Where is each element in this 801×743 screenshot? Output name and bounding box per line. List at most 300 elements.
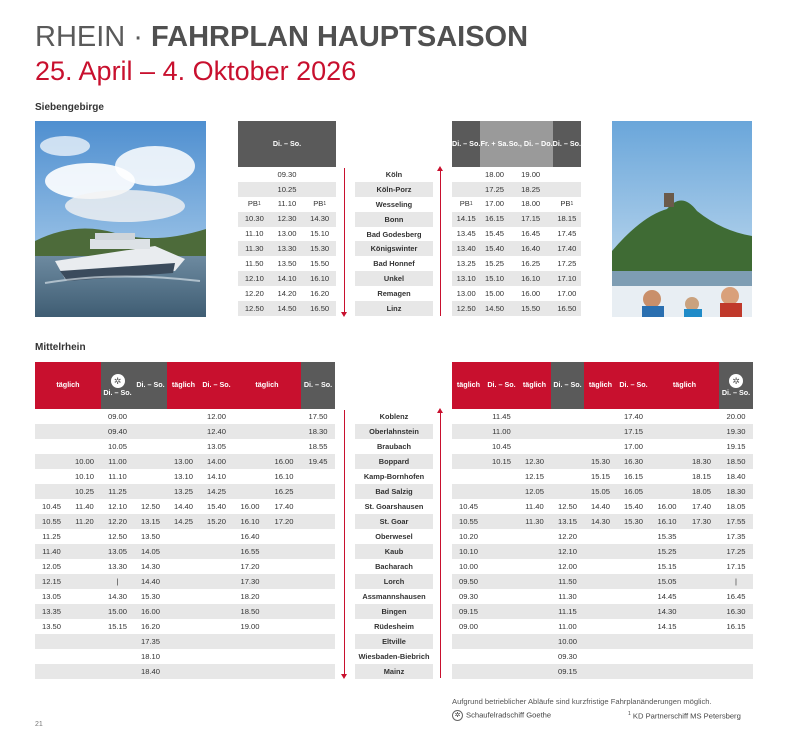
time-cell: 11.25: [42, 531, 61, 541]
time-cell: [301, 484, 335, 499]
time-cell: [684, 529, 719, 544]
time-cell: [167, 664, 200, 679]
time-cell: [200, 619, 233, 634]
station-name: Bonn: [355, 212, 433, 227]
legend-pb-sup: 1: [628, 711, 631, 717]
time-cell: 11.50: [245, 258, 264, 268]
time-cell: 15.15: [590, 471, 610, 481]
time-cell: [684, 604, 719, 619]
time-cell: 15.40: [623, 501, 643, 511]
time-cell: 15.05: [584, 484, 617, 499]
time-cell: [684, 559, 719, 574]
time-cell: [485, 664, 518, 679]
time-cell: 16.30: [719, 604, 753, 619]
time-cell: [68, 544, 101, 559]
time-cell: [167, 589, 200, 604]
column-header: [551, 362, 584, 409]
station-name: Boppard: [355, 454, 433, 469]
time-cell: [35, 469, 68, 484]
time-cell: [68, 619, 101, 634]
time-cell: [485, 619, 518, 634]
time-cell: [452, 439, 485, 454]
page-title: [35, 20, 528, 54]
time-cell: 16.25: [267, 484, 301, 499]
time-cell: [518, 439, 551, 454]
time-cell: 12.50: [557, 501, 577, 511]
column-header-label: täglich: [672, 380, 697, 390]
time-cell: [452, 634, 485, 649]
time-cell: 14.40: [590, 501, 610, 511]
mittelrhein-downstream-arrow-head: [341, 674, 347, 679]
time-cell: [719, 664, 753, 679]
column-header-label: Di. – So.: [136, 380, 165, 390]
time-cell: [167, 619, 200, 634]
time-cell: 17.50: [308, 411, 328, 421]
time-cell: 17.00: [557, 288, 577, 298]
time-cell: 11.40: [75, 501, 94, 511]
time-cell: 15.30: [140, 591, 160, 601]
time-cell: 12.20: [244, 288, 264, 298]
time-cell: [68, 439, 101, 454]
time-cell: [68, 559, 101, 574]
time-cell: [518, 589, 551, 604]
time-cell: [485, 589, 518, 604]
time-cell: 11.10: [277, 199, 297, 209]
time-cell: 15.30: [617, 514, 650, 529]
time-cell: [200, 589, 233, 604]
time-cell: 14.40: [134, 574, 167, 589]
time-cell: [267, 664, 301, 679]
time-cell: [650, 409, 684, 424]
time-cell: [134, 484, 167, 499]
time-cell: 14.45: [657, 591, 677, 601]
time-cell: [68, 664, 101, 679]
time-cell: [301, 589, 335, 604]
time-cell: [200, 559, 233, 574]
legend-wheel: [452, 710, 551, 721]
time-cell: [518, 559, 551, 574]
time-cell: 11.00: [101, 454, 134, 469]
time-cell: [551, 469, 584, 484]
time-cell: [584, 649, 617, 664]
column-header: [584, 362, 617, 409]
time-cell: |: [719, 574, 753, 589]
time-cell: 18.20: [240, 591, 260, 601]
time-cell: 09.40: [101, 424, 134, 439]
time-cell: 17.35: [726, 531, 746, 541]
time-cell: [267, 439, 301, 454]
legend-pb: [628, 711, 741, 721]
time-cell: [452, 469, 485, 484]
time-cell: [68, 574, 101, 589]
column-header-label: Di. – So.: [103, 387, 132, 397]
column-header-label: täglich: [456, 380, 481, 390]
time-cell: 17.40: [553, 241, 581, 256]
time-cell: 15.25: [650, 544, 684, 559]
time-cell: 10.45: [41, 501, 61, 511]
time-cell: [301, 559, 335, 574]
time-cell: 18.05: [726, 501, 746, 511]
time-cell: 12.30: [271, 212, 304, 227]
time-cell: [301, 529, 335, 544]
time-cell: [551, 424, 584, 439]
time-cell: 14.30: [107, 591, 127, 601]
time-cell: 13.30: [271, 241, 304, 256]
time-cell: [650, 469, 684, 484]
time-cell: [551, 454, 584, 469]
column-header: [650, 362, 719, 409]
time-cell: [267, 529, 301, 544]
time-cell: [485, 469, 518, 484]
pb-footnote-mark: 1: [323, 200, 327, 207]
time-cell: [267, 589, 301, 604]
column-header-label: Di. – So.: [552, 138, 581, 148]
time-cell: [233, 634, 267, 649]
time-cell: 14.25: [167, 514, 200, 529]
pb-marker: PB: [313, 199, 324, 209]
station-name: Kamp-Bornhofen: [363, 472, 425, 481]
time-cell: [167, 409, 200, 424]
time-cell: [233, 409, 267, 424]
time-cell: 13.50: [140, 531, 160, 541]
time-cell: 11.25: [101, 484, 134, 499]
time-cell: 12.30: [518, 454, 551, 469]
column-header-label: Di. – So.: [553, 380, 582, 390]
station-name: Köln: [385, 169, 403, 179]
time-cell: 14.10: [206, 471, 226, 481]
time-cell: 17.00: [485, 199, 505, 209]
time-cell: 13.00: [167, 454, 200, 469]
section-label-siebengebirge: Siebengebirge: [35, 102, 104, 113]
time-cell: 10.25: [271, 182, 304, 197]
time-cell: 17.00: [623, 441, 643, 451]
mittelrhein-downstream-arrow: [344, 410, 345, 676]
time-cell: [267, 574, 301, 589]
time-cell: 18.10: [140, 651, 160, 661]
time-cell: [452, 197, 480, 212]
column-header-label: Di. – So.: [721, 387, 751, 397]
time-cell: 16.40: [509, 241, 553, 256]
time-cell: [167, 529, 200, 544]
time-cell: [684, 544, 719, 559]
paddle-wheel-icon: ✲: [452, 710, 463, 721]
time-cell: 17.40: [691, 501, 711, 511]
mittelrhein-upstream-arrow-head: [437, 408, 443, 413]
time-cell: [584, 559, 617, 574]
station-name: Bad Salzig: [355, 484, 433, 499]
time-cell: [167, 634, 200, 649]
time-cell: 16.15: [623, 471, 643, 481]
column-header: [35, 362, 101, 409]
time-cell: [267, 604, 301, 619]
time-cell: [617, 589, 650, 604]
time-cell: 12.20: [101, 514, 134, 529]
title-main: FAHRPLAN HAUPTSAISON: [151, 21, 529, 53]
time-cell: 16.10: [509, 271, 553, 286]
time-cell: |: [101, 574, 134, 589]
time-cell: 13.30: [107, 561, 127, 571]
time-cell: 13.40: [452, 241, 480, 256]
time-cell: [518, 664, 551, 679]
time-cell: 10.55: [452, 514, 485, 529]
time-cell: [719, 634, 753, 649]
pb-footnote-mark: 1: [570, 200, 574, 207]
time-cell: [485, 544, 518, 559]
time-cell: 17.15: [617, 424, 650, 439]
time-cell: 15.25: [485, 258, 505, 268]
time-cell: [267, 649, 301, 664]
pb-marker: PB: [560, 199, 571, 209]
time-cell: [301, 499, 335, 514]
time-cell: 10.05: [107, 441, 127, 451]
station-name: Bad Honnef: [373, 259, 415, 269]
time-cell: [452, 664, 485, 679]
time-cell: [617, 559, 650, 574]
time-cell: [167, 604, 200, 619]
time-cell: [68, 424, 101, 439]
time-cell: [267, 634, 301, 649]
title-separator: ·: [133, 21, 143, 53]
time-cell: [301, 574, 335, 589]
time-cell: [518, 649, 551, 664]
time-cell: [584, 439, 617, 454]
column-header: [485, 362, 518, 409]
time-cell: 16.00: [521, 288, 541, 298]
station-name: Assmannshausen: [362, 592, 426, 601]
time-cell: [719, 649, 753, 664]
mittelrhein-stations: [355, 409, 433, 679]
column-header-label: Di. – So.: [487, 380, 516, 390]
column-header: [233, 362, 301, 409]
station-name: Köln-Porz: [355, 182, 433, 197]
time-cell: 18.00: [521, 199, 541, 209]
time-cell: 14.30: [303, 212, 336, 227]
time-cell: 15.50: [509, 301, 553, 316]
time-cell: [684, 619, 719, 634]
time-cell: 15.45: [485, 229, 505, 239]
time-cell: [233, 664, 267, 679]
time-cell: 17.45: [557, 229, 577, 239]
time-cell: [35, 649, 68, 664]
time-cell: 17.20: [240, 561, 260, 571]
time-cell: 17.40: [623, 411, 643, 421]
time-cell: 16.10: [274, 471, 294, 481]
column-header: [518, 362, 551, 409]
time-cell: [301, 469, 335, 484]
station-name: Wiesbaden-Biebrich: [358, 652, 430, 661]
time-cell: 12.50: [107, 531, 127, 541]
time-cell: 09.15: [551, 664, 584, 679]
time-cell: [200, 544, 233, 559]
column-header-label: Di. – So.: [202, 380, 231, 390]
time-cell: [452, 182, 480, 197]
time-cell: [684, 649, 719, 664]
time-cell: 15.00: [101, 604, 134, 619]
drachenfels-photo: [612, 121, 752, 317]
time-cell: 09.50: [452, 574, 485, 589]
time-cell: [650, 649, 684, 664]
time-cell: [485, 484, 518, 499]
time-cell: 15.30: [584, 454, 617, 469]
time-cell: [134, 439, 167, 454]
page-number: 21: [35, 721, 43, 728]
time-cell: 17.10: [553, 271, 581, 286]
time-cell: [485, 514, 518, 529]
time-cell: 19.30: [719, 424, 753, 439]
column-header-label: Di. – So.: [619, 380, 648, 390]
time-cell: 17.15: [509, 212, 553, 227]
time-cell: 10.10: [452, 544, 485, 559]
time-cell: [303, 197, 336, 212]
column-header-label: Di. – So.: [272, 138, 302, 148]
time-cell: [684, 574, 719, 589]
time-cell: 10.15: [485, 454, 518, 469]
downstream-arrow-head: [341, 312, 347, 317]
time-cell: 16.00: [657, 501, 677, 511]
time-cell: 11.30: [518, 514, 551, 529]
time-cell: [167, 574, 200, 589]
time-cell: [617, 544, 650, 559]
time-cell: 10.00: [68, 454, 101, 469]
time-cell: [617, 529, 650, 544]
time-cell: [35, 664, 68, 679]
time-cell: 13.00: [456, 288, 476, 298]
time-cell: 18.30: [684, 454, 719, 469]
column-header-label: Di. – So.: [452, 138, 481, 148]
time-cell: 19.00: [521, 169, 541, 179]
time-cell: [584, 574, 617, 589]
time-cell: 17.25: [480, 182, 508, 197]
time-cell: 16.50: [553, 301, 581, 316]
time-cell: [485, 574, 518, 589]
time-cell: 09.15: [452, 604, 485, 619]
time-cell: 13.05: [206, 441, 226, 451]
time-cell: 18.15: [553, 212, 581, 227]
station-name: St. Goar: [355, 514, 433, 529]
time-cell: [200, 604, 233, 619]
time-cell: [167, 559, 200, 574]
pb-marker: PB: [247, 199, 258, 209]
time-cell: 12.05: [41, 561, 61, 571]
time-cell: [485, 529, 518, 544]
time-cell: [68, 529, 101, 544]
time-cell: 10.00: [551, 634, 584, 649]
time-cell: 14.50: [480, 301, 508, 316]
time-cell: [485, 634, 518, 649]
time-cell: 15.15: [657, 561, 677, 571]
time-cell: [485, 649, 518, 664]
time-cell: 15.05: [650, 574, 684, 589]
time-cell: [267, 559, 301, 574]
time-cell: [518, 634, 551, 649]
time-cell: [584, 409, 617, 424]
mittelrhein-downstream-table: [452, 362, 753, 679]
time-cell: 13.15: [551, 514, 584, 529]
time-cell: 13.50: [41, 621, 61, 631]
time-cell: 16.00: [134, 604, 167, 619]
time-cell: 16.10: [233, 514, 267, 529]
time-cell: 16.30: [617, 454, 650, 469]
time-cell: [617, 649, 650, 664]
time-cell: 11.30: [558, 591, 577, 601]
column-header: [200, 362, 233, 409]
time-cell: 11.00: [558, 621, 577, 631]
pb-footnote-mark: 1: [258, 200, 261, 207]
time-cell: 17.25: [557, 258, 577, 268]
time-cell: [68, 604, 101, 619]
time-cell: 13.10: [452, 271, 480, 286]
time-cell: [167, 649, 200, 664]
time-cell: 10.55: [35, 514, 68, 529]
time-cell: 15.10: [310, 229, 330, 239]
downstream-arrow: [344, 168, 345, 314]
time-cell: [301, 634, 335, 649]
time-cell: 10.00: [458, 561, 478, 571]
time-cell: 15.30: [303, 241, 336, 256]
time-cell: [303, 182, 336, 197]
time-cell: [35, 454, 68, 469]
pb-marker: PB: [459, 199, 470, 209]
time-cell: 16.00: [240, 501, 260, 511]
column-header: [452, 121, 480, 167]
time-cell: [684, 664, 719, 679]
time-cell: [617, 604, 650, 619]
time-cell: 17.30: [233, 574, 267, 589]
column-header: [167, 362, 200, 409]
time-cell: 18.25: [509, 182, 553, 197]
boat-photo: [35, 121, 206, 317]
upstream-arrow-head: [437, 166, 443, 171]
station-name: Mainz: [355, 664, 433, 679]
time-cell: 10.45: [491, 441, 511, 451]
time-cell: 18.30: [301, 424, 335, 439]
time-cell: [584, 604, 617, 619]
time-cell: [301, 664, 335, 679]
time-cell: [584, 664, 617, 679]
time-cell: 11.40: [525, 501, 544, 511]
time-cell: [518, 409, 551, 424]
time-cell: [35, 634, 68, 649]
station-name: Braubach: [376, 442, 412, 451]
station-name: Remagen: [377, 289, 411, 299]
legend-wheel-text: Schaufelradschiff Goethe: [466, 710, 552, 720]
time-cell: 10.25: [68, 484, 101, 499]
time-cell: 14.15: [452, 212, 480, 227]
time-cell: [518, 544, 551, 559]
time-cell: [485, 559, 518, 574]
time-cell: [584, 424, 617, 439]
time-cell: [35, 409, 68, 424]
time-cell: 11.45: [492, 411, 511, 421]
time-cell: [650, 454, 684, 469]
time-cell: [301, 604, 335, 619]
time-cell: 16.40: [240, 531, 260, 541]
column-header: [134, 362, 167, 409]
time-cell: 13.05: [41, 591, 61, 601]
time-cell: [200, 634, 233, 649]
time-cell: 13.10: [173, 471, 193, 481]
time-cell: [200, 529, 233, 544]
time-cell: 09.00: [107, 411, 127, 421]
time-cell: [233, 484, 267, 499]
siebengebirge-stations: [355, 167, 433, 316]
time-cell: 11.10: [108, 471, 127, 481]
time-cell: [267, 544, 301, 559]
time-cell: [101, 664, 134, 679]
time-cell: [134, 469, 167, 484]
time-cell: 16.50: [303, 301, 336, 316]
time-cell: [584, 634, 617, 649]
